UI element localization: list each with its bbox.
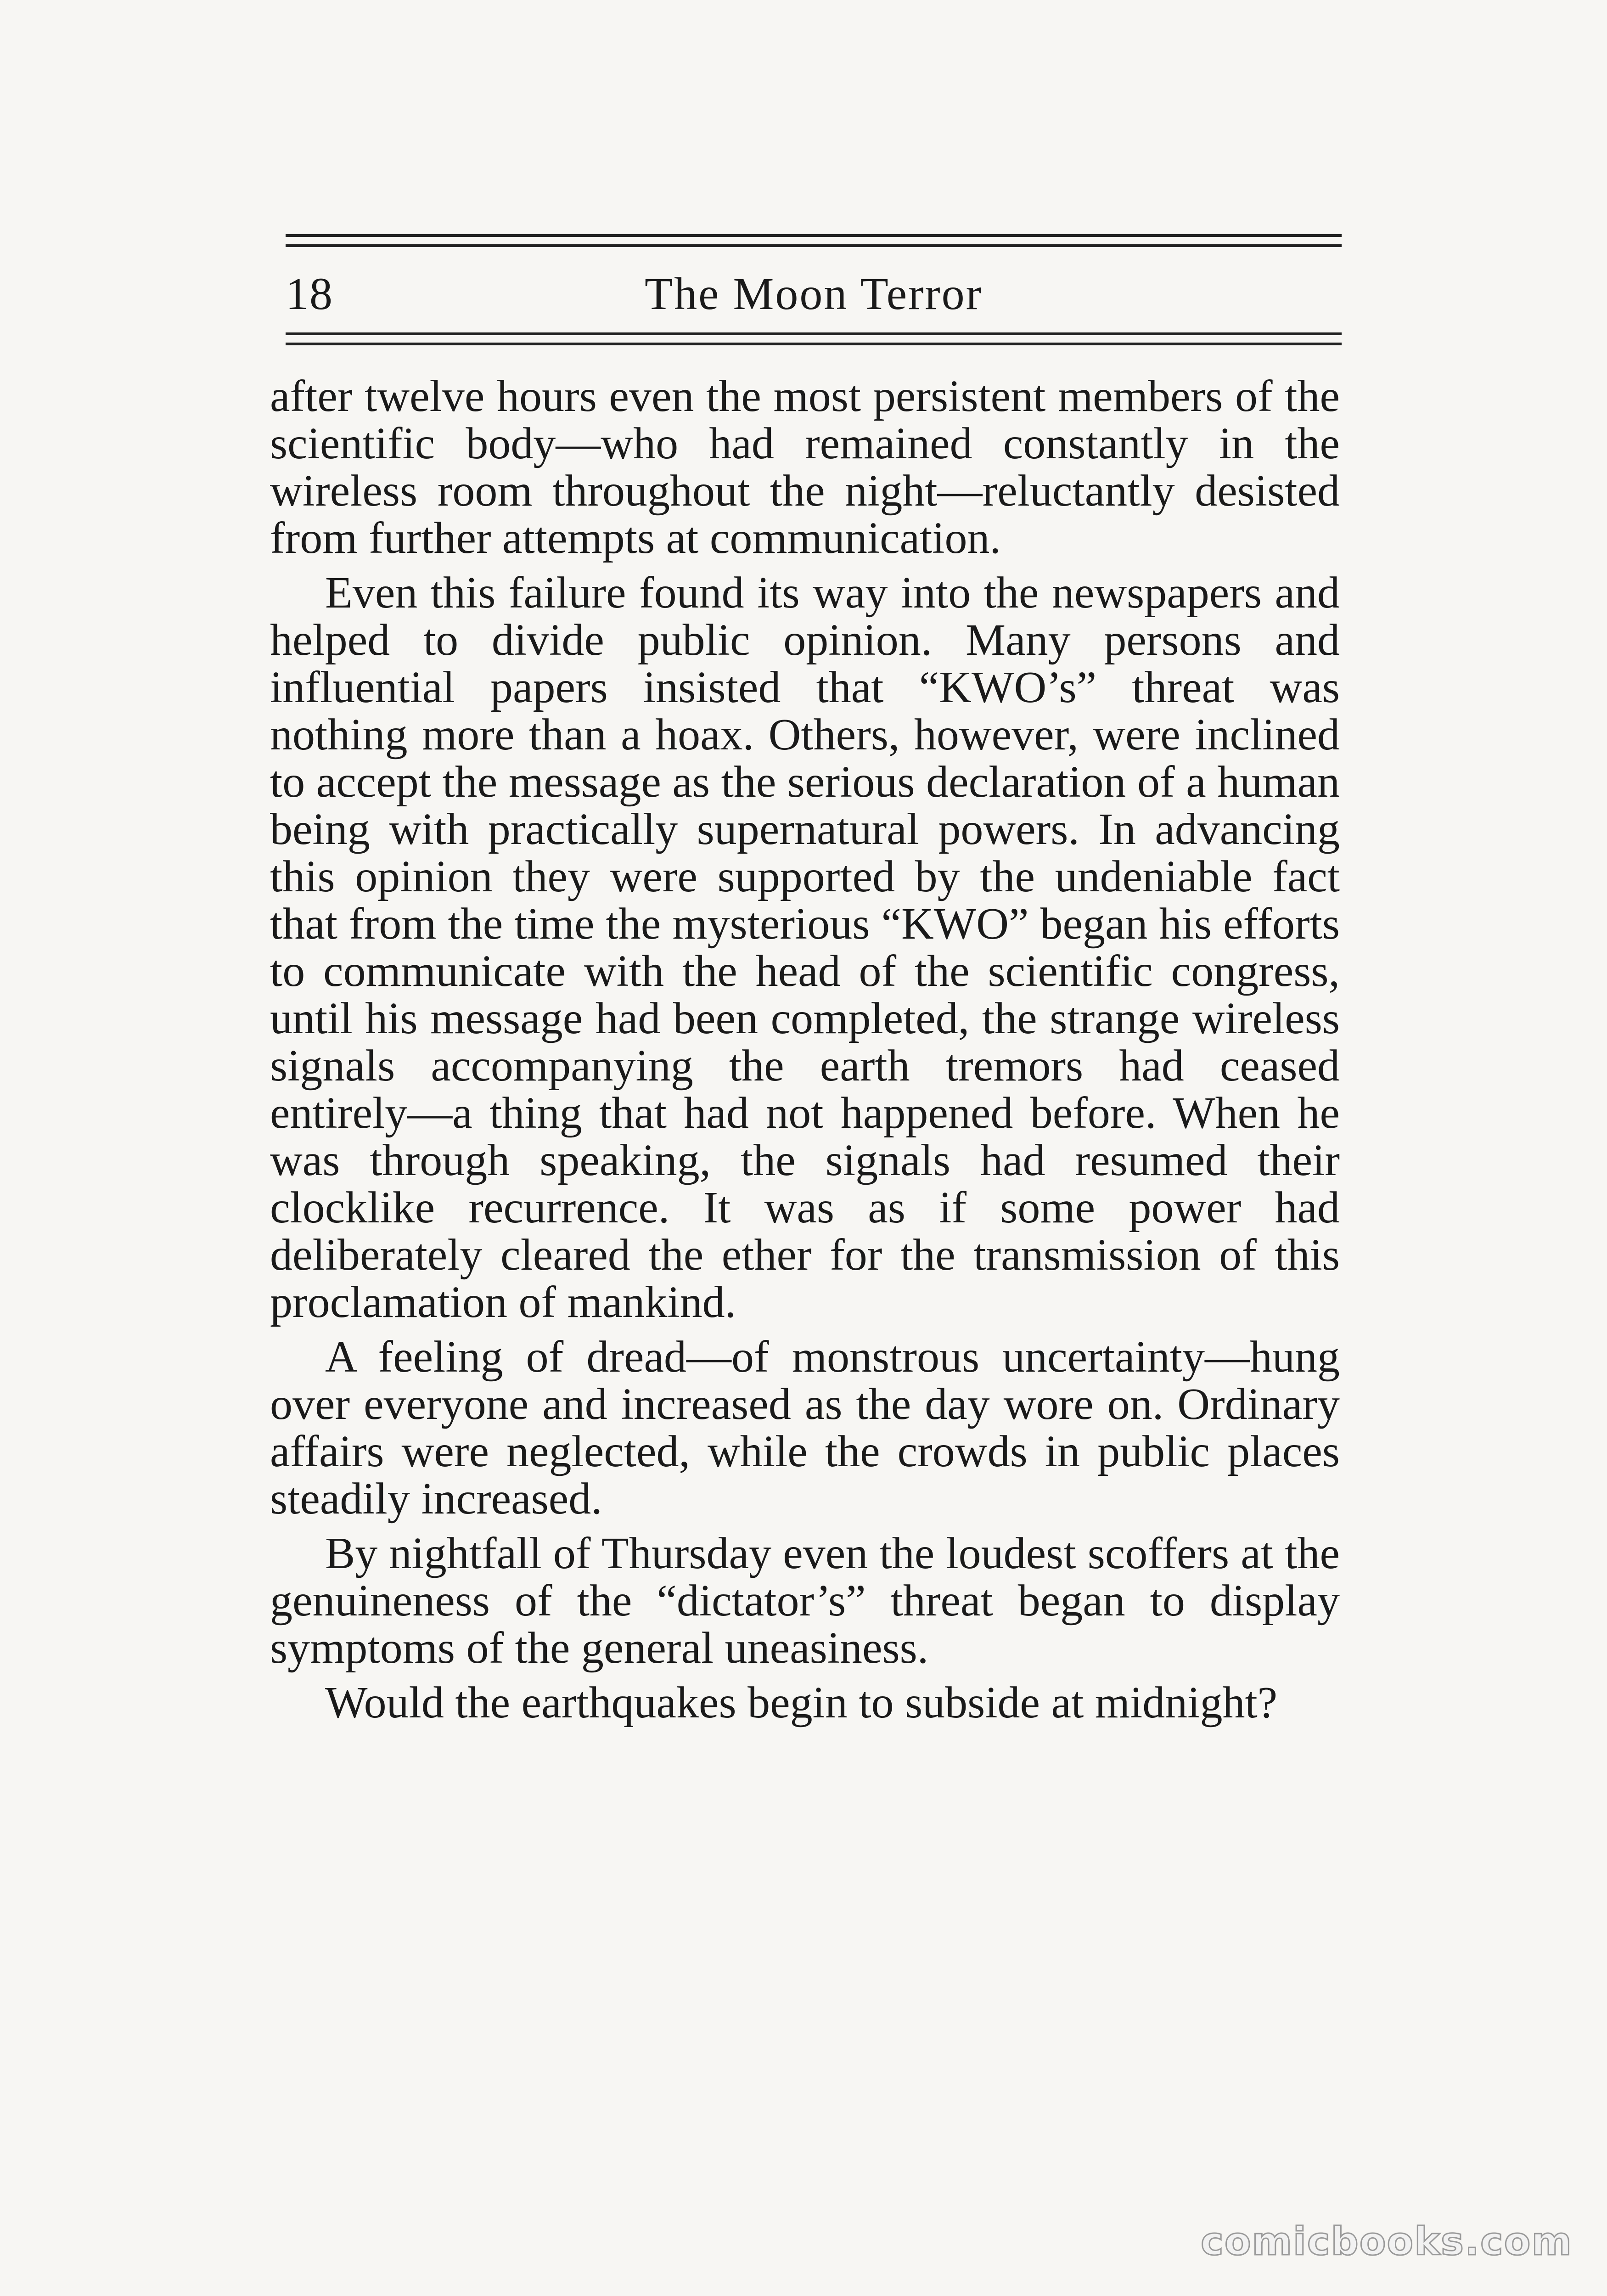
running-title: The Moon Terror xyxy=(645,268,983,319)
paragraph: Would the earthquakes begin to subside at midnight? xyxy=(325,1678,1278,1728)
paragraph: Even this failure found its way into the newspapers and helped to divide public opinion. Many persons and influential papers insisted that “KWO’s” threat was nothing more than a hoax. Others, however, were inclined to accept the message as the serious declaration of a human being with practically supernatural powers. In advancing this opinion they were supported by the undeniable fact that from the time the mysterious “KWO” began his efforts to communicate with the head of the scientific congress, until his message had been completed, the strange wireless signals accompanying the earth tremors had ceased entirely—a thing that had not happened before. When he was through speaking, the signals had resumed their clocklike recurrence. It was as if some power had deliberately cleared the ether for the transmission of this proclamation of mankind. xyxy=(270,568,1340,1327)
paragraph: A feeling of dread—of monstrous uncertainty—hung over everyone and increased as the day wore on. Ordinary affairs were neglected, while the crowds in public places steadily increased. xyxy=(270,1332,1340,1524)
page-number: 18 xyxy=(286,268,333,319)
header-top-rule xyxy=(286,234,1342,247)
rule-line xyxy=(286,234,1342,237)
body-text xyxy=(270,373,1340,1727)
paragraph-continued: after twelve hours even the most persistent members of the scientific body—who had remained constantly in the wireless room throughout the night—reluctantly desisted from further attempts at communication. xyxy=(270,371,1340,563)
page-header xyxy=(286,262,1342,326)
paragraph: By nightfall of Thursday even the loudest scoffers at the genuineness of the “dictator’s” threat began to display symptoms of the general uneasiness. xyxy=(270,1529,1340,1673)
rule-line xyxy=(286,244,1342,247)
rule-line xyxy=(286,343,1342,345)
rule-line xyxy=(286,332,1342,335)
site-watermark: comicbooks.com xyxy=(1201,2219,1573,2264)
header-bottom-rule xyxy=(286,332,1342,345)
